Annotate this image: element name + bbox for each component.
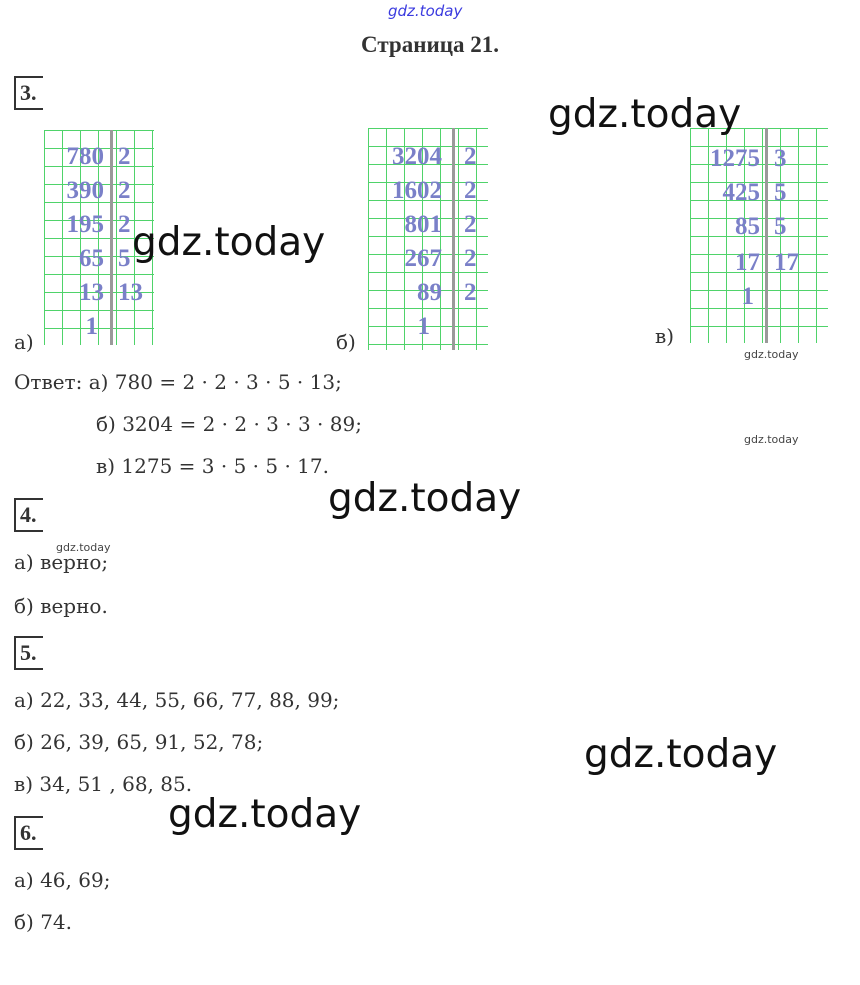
task-6-line-a: а) 46, 69;	[14, 868, 111, 892]
grid-c-left-2: 85	[735, 213, 760, 240]
grid-b-right-1: 2	[464, 177, 477, 204]
figure-label-a: а)	[14, 330, 34, 354]
task-5-number: 5.	[14, 636, 43, 670]
grid-c-left-1: 425	[722, 179, 760, 206]
grid-b-left-4: 89	[417, 279, 442, 306]
task-4-line-a: а) верно;	[14, 550, 109, 574]
grid-a-left-1: 390	[66, 177, 104, 204]
grid-c-right-3: 17	[774, 249, 799, 276]
grid-a-left-2: 195	[66, 211, 104, 238]
grid-a-right-2: 2	[118, 211, 131, 238]
grid-a-right-1: 2	[118, 177, 131, 204]
watermark-1: gdz.today	[548, 92, 742, 137]
grid-b-left-5: 1	[417, 313, 430, 340]
task-5-line-a: а) 22, 33, 44, 55, 66, 77, 88, 99;	[14, 688, 340, 712]
grid-a-right-3: 5	[118, 245, 131, 272]
answer-line-a: Ответ: а) 780 = 2 · 2 · 3 · 5 · 13;	[14, 370, 342, 394]
grid-c-right-2: 5	[774, 213, 787, 240]
watermark-small-3: gdz.today	[56, 541, 111, 554]
factor-grid-c	[690, 128, 828, 343]
grid-b-left-1: 1602	[392, 177, 442, 204]
grid-c-left-4: 1	[741, 283, 754, 310]
factor-grid-b	[368, 128, 488, 350]
task-6-line-b: б) 74.	[14, 910, 73, 934]
task-4-number: 4.	[14, 498, 43, 532]
watermark-5: gdz.today	[168, 792, 362, 837]
task-4-line-b: б) верно.	[14, 594, 108, 618]
grid-b-left-2: 801	[404, 211, 442, 238]
watermark-small-2: gdz.today	[744, 433, 799, 446]
grid-a-left-4: 13	[79, 279, 104, 306]
task-5-line-c: в) 34, 51 , 68, 85.	[14, 772, 193, 796]
watermark-4: gdz.today	[584, 732, 778, 777]
grid-c-left-0: 1275	[710, 145, 760, 172]
task-3-number: 3.	[14, 76, 43, 110]
answer-line-c: в) 1275 = 3 · 5 · 5 · 17.	[96, 454, 329, 478]
grid-b-right-4: 2	[464, 279, 477, 306]
grid-c-right-0: 3	[774, 145, 787, 172]
grid-a-left-3: 65	[79, 245, 104, 272]
grid-b-right-2: 2	[464, 211, 477, 238]
grid-b-left-0: 3204	[392, 143, 442, 170]
grid-b-left-3: 267	[404, 245, 442, 272]
divider-line	[110, 130, 113, 345]
divider-line	[765, 128, 768, 343]
figure-label-b: б)	[336, 330, 356, 354]
watermark-2: gdz.today	[132, 220, 326, 265]
task-5-line-b: б) 26, 39, 65, 91, 52, 78;	[14, 730, 264, 754]
watermark-top: gdz.today	[388, 2, 463, 20]
grid-b-right-3: 2	[464, 245, 477, 272]
grid-a-left-0: 780	[66, 143, 104, 170]
grid-a-left-5: 1	[85, 313, 98, 340]
answer-line-b: б) 3204 = 2 · 2 · 3 · 3 · 89;	[96, 412, 362, 436]
grid-b-right-0: 2	[464, 143, 477, 170]
divider-line	[452, 128, 455, 350]
watermark-small-1: gdz.today	[744, 348, 799, 361]
figure-label-c: в)	[655, 324, 675, 348]
watermark-3: gdz.today	[328, 476, 522, 521]
page-title: Страница 21.	[361, 32, 499, 57]
grid-c-left-3: 17	[735, 249, 760, 276]
grid-a-right-0: 2	[118, 143, 131, 170]
task-6-number: 6.	[14, 816, 43, 850]
grid-a-right-4: 13	[118, 279, 143, 306]
grid-c-right-1: 5	[774, 179, 787, 206]
